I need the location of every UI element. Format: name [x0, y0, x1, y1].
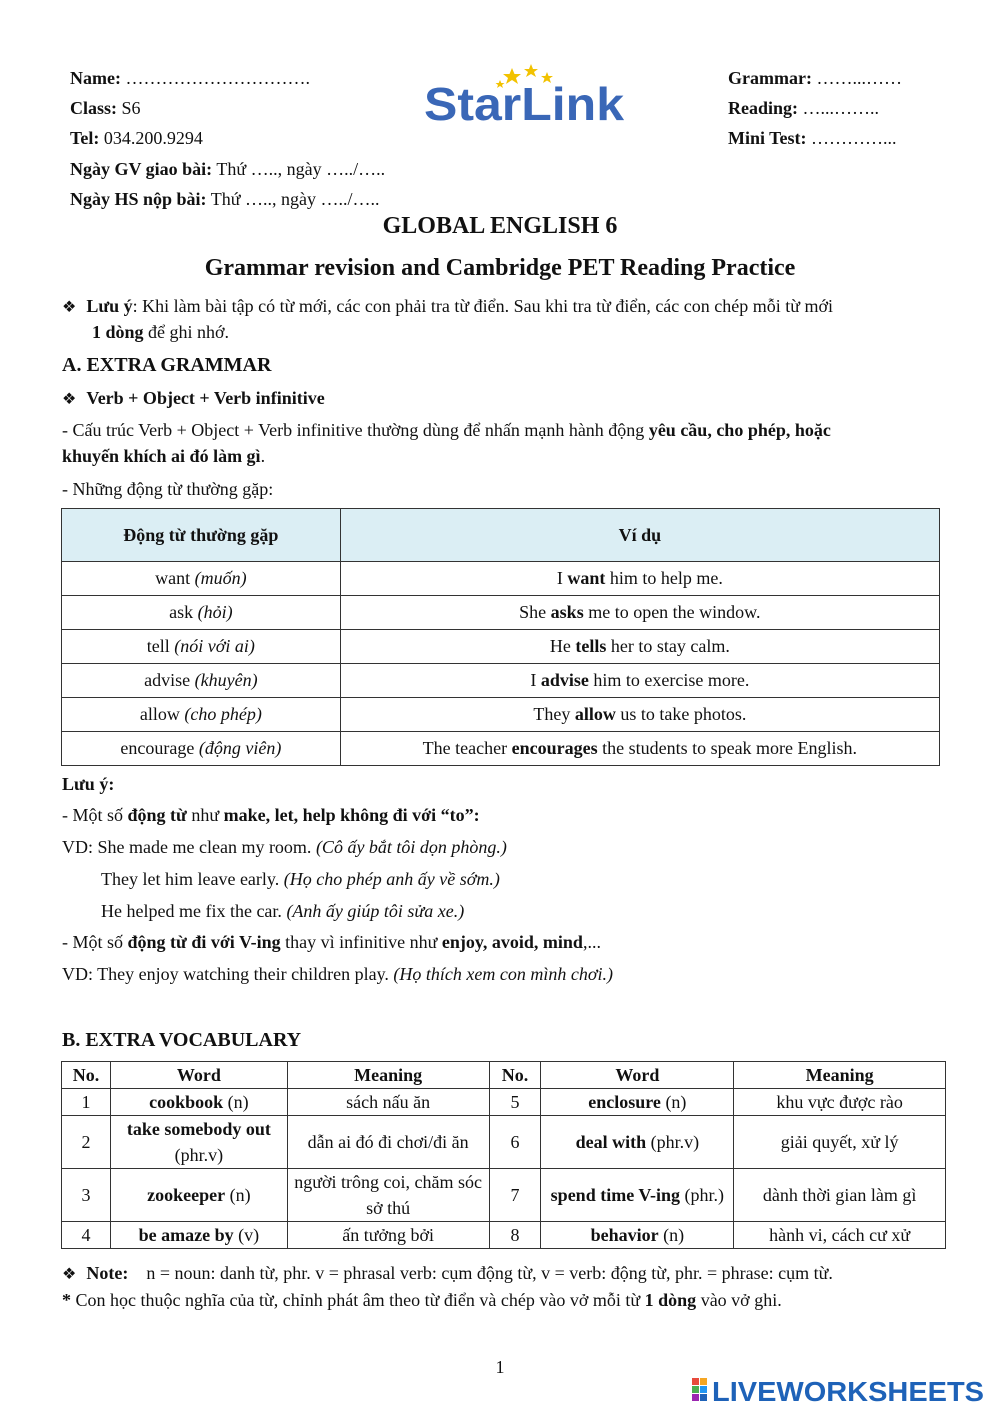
word-cell: zookeeper (n): [110, 1169, 287, 1222]
example-line: They let him leave early. (Họ cho phép anh ấy về sớm.): [101, 869, 500, 889]
column-header: No.: [489, 1062, 541, 1089]
table-row: [62, 562, 940, 596]
verb-cell: allow (cho phép): [62, 698, 341, 732]
study-instruction: * Con học thuộc nghĩa của từ, chỉnh phát âm theo từ điển và chép vào vở mỗi từ 1 dòng vào vở ghi.: [62, 1290, 782, 1310]
diamond-bullet-icon: ❖: [62, 299, 77, 316]
verb-cell: want (muốn): [62, 562, 341, 596]
vocabulary-table: [61, 1061, 946, 1249]
word-cell: behavior (n): [541, 1222, 734, 1249]
word-cell: take somebody out (phr.v): [110, 1116, 287, 1169]
example-line: VD: They enjoy watching their children play. (Họ thích xem con mình chơi.): [62, 964, 613, 984]
page-subtitle: Grammar revision and Cambridge PET Reading Practice: [204, 255, 796, 281]
diamond-bullet-icon: ❖: [62, 1266, 77, 1283]
column-header: Meaning: [287, 1062, 489, 1089]
class-line: Class: S6: [70, 98, 141, 118]
abbreviation-note: ❖ Note: n = noun: danh từ, phr. v = phrasal verb: cụm động từ, v = verb: động từ, phr. = phrase: cụm từ.: [62, 1263, 833, 1283]
word-cell: enclosure (n): [541, 1089, 734, 1116]
table-header-row: [62, 509, 940, 562]
verb-cell: encourage (động viên): [62, 732, 341, 766]
name-line: Name: ………………………….: [70, 68, 310, 88]
meaning-cell: dẫn ai đó đi chơi/đi ăn: [287, 1116, 489, 1169]
word-cell: spend time V-ing (phr.): [541, 1169, 734, 1222]
table-row: [62, 596, 940, 630]
verb-cell: tell (nói với ai): [62, 630, 341, 664]
note-paragraph: ❖ Lưu ý: Khi làm bài tập có từ mới, các con phải tra từ điển. Sau khi tra từ điển, các con chép mỗi từ mới: [62, 296, 834, 316]
word-cell: cookbook (n): [110, 1089, 287, 1116]
table-row: [62, 732, 940, 766]
star-icon: [524, 64, 538, 77]
word-cell: be amaze by (v): [110, 1222, 287, 1249]
column-header: No.: [62, 1062, 111, 1089]
table-row: [62, 1089, 946, 1116]
grammar-table: [61, 508, 940, 766]
section-a-title: A. EXTRA GRAMMAR: [62, 354, 272, 376]
grammar-bullet: ❖ Verb + Object + Verb infinitive: [62, 388, 325, 408]
meaning-cell: khu vực được rào: [734, 1089, 946, 1116]
number-cell: 5: [489, 1089, 541, 1116]
column-header: Động từ thường gặp: [62, 509, 341, 562]
table-header-row: [62, 1062, 946, 1089]
tel-line: Tel: 034.200.9294: [70, 128, 203, 148]
meaning-cell: người trông coi, chăm sóc sở thú: [287, 1169, 489, 1222]
meaning-cell: hành vi, cách cư xử: [734, 1222, 946, 1249]
grammar-description: - Cấu trúc Verb + Object + Verb infinitive thường dùng để nhấn mạnh hành động yêu cầu, cho phép, hoặc khuyến khích ai đó làm gì.: [62, 420, 831, 466]
example-cell: I advise him to exercise more.: [340, 664, 939, 698]
starlink-logo: [424, 62, 634, 128]
number-cell: 6: [489, 1116, 541, 1169]
page-title: GLOBAL ENGLISH 6: [382, 213, 618, 239]
example-line: He helped me fix the car. (Anh ấy giúp tôi sửa xe.): [101, 901, 465, 921]
example-cell: They allow us to take photos.: [340, 698, 939, 732]
verb-cell: advise (khuyên): [62, 664, 341, 698]
table-row: [62, 1116, 946, 1169]
number-cell: 4: [62, 1222, 111, 1249]
table-row: [62, 698, 940, 732]
table-row: [62, 1222, 946, 1249]
minitest-score: Mini Test: …………...: [728, 128, 897, 148]
luu-y-label: Lưu ý:: [62, 774, 115, 794]
note-paragraph-cont: 1 dòng để ghi nhớ.: [92, 322, 230, 342]
table-row: [62, 1169, 946, 1222]
column-header: Word: [541, 1062, 734, 1089]
example-line: VD: She made me clean my room. (Cô ấy bắt tôi dọn phòng.): [62, 837, 507, 857]
diamond-bullet-icon: ❖: [62, 391, 77, 408]
grammar-score: Grammar: ……...……: [728, 68, 902, 88]
meaning-cell: ấn tưởng bởi: [287, 1222, 489, 1249]
gv-date-line: Ngày GV giao bài: Thứ ….., ngày …../…..: [70, 159, 386, 179]
example-cell: I want him to help me.: [340, 562, 939, 596]
number-cell: 2: [62, 1116, 111, 1169]
logo-text: StarLink: [424, 78, 625, 128]
reading-score: Reading: …...……..: [728, 98, 880, 118]
verb-cell: ask (hỏi): [62, 596, 341, 630]
table-row: [62, 630, 940, 664]
rule-no-to: - Một số động từ như make, let, help không đi với “to”:: [62, 805, 480, 825]
table-row: [62, 664, 940, 698]
hs-date-line: Ngày HS nộp bài: Thứ ….., ngày …../…..: [70, 189, 380, 209]
meaning-cell: giải quyết, xử lý: [734, 1116, 946, 1169]
liveworksheets-logo: [690, 1372, 990, 1413]
meaning-cell: dành thời gian làm gì: [734, 1169, 946, 1222]
example-cell: The teacher encourages the students to speak more English.: [340, 732, 939, 766]
rule-v-ing: - Một số động từ đi với V-ing thay vì infinitive như enjoy, avoid, mind,...: [62, 932, 601, 952]
example-cell: She asks me to open the window.: [340, 596, 939, 630]
number-cell: 3: [62, 1169, 111, 1222]
number-cell: 8: [489, 1222, 541, 1249]
word-cell: deal with (phr.v): [541, 1116, 734, 1169]
number-cell: 1: [62, 1089, 111, 1116]
column-header: Word: [110, 1062, 287, 1089]
page-number: 1: [495, 1357, 505, 1377]
section-b-title: B. EXTRA VOCABULARY: [62, 1029, 302, 1051]
column-header: Meaning: [734, 1062, 946, 1089]
liveworksheets-icon: [692, 1378, 707, 1401]
liveworksheets-text: LIVEWORKSHEETS: [712, 1376, 984, 1407]
common-verbs-label: - Những động từ thường gặp:: [62, 479, 274, 499]
meaning-cell: sách nấu ăn: [287, 1089, 489, 1116]
example-cell: He tells her to stay calm.: [340, 630, 939, 664]
number-cell: 7: [489, 1169, 541, 1222]
column-header: Ví dụ: [340, 509, 939, 562]
